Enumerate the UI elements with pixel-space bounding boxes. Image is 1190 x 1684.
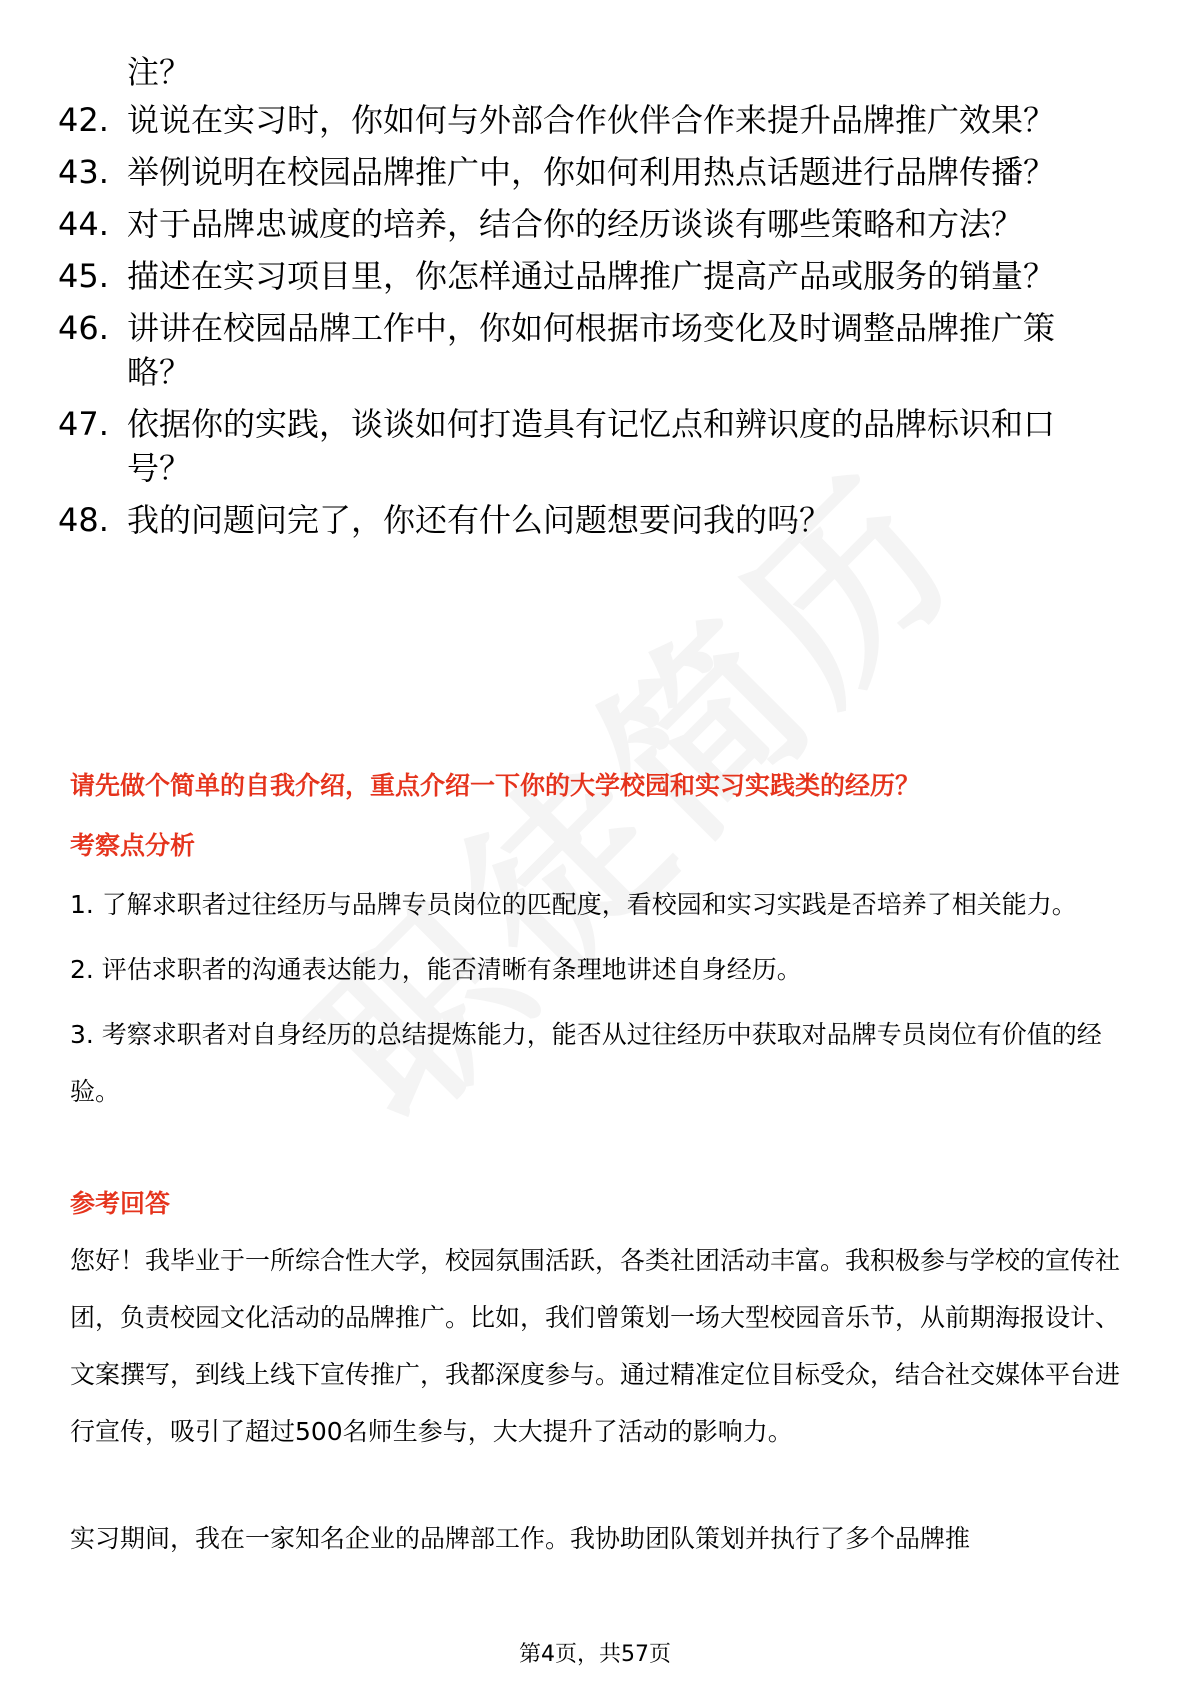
analysis-point: 2. 评估求职者的沟通表达能力，能否清晰有条理地讲述自身经历。: [70, 955, 802, 984]
analysis-point: 1. 了解求职者过往经历与品牌专员岗位的匹配度，看校园和实习实践是否培养了相关能力。: [70, 890, 1077, 919]
question-item: [58, 254, 1118, 298]
question-text: 对于品牌忠诚度的培养，结合你的经历谈谈有哪些策略和方法？: [127, 205, 1024, 243]
question-number: 47.: [58, 405, 109, 443]
question-item: [58, 306, 1118, 394]
question-text: 说说在实习时，你如何与外部合作伙伴合作来提升品牌推广效果？: [127, 101, 1056, 139]
question-item: [58, 98, 1118, 142]
page-footer: 第4页，共57页: [519, 1642, 671, 1667]
answer-paragraph: 您好！我毕业于一所综合性大学，校园氛围活跃，各类社团活动丰富。我积极参与学校的宣传社团，负责校园文化活动的品牌推广。比如，我们曾策划一场大型校园音乐节，从前期海报设计、文案撰写，到线上线下宣传推广，我都深度参与。通过精准定位目标受众，结合社交媒体平台进行宣传，吸引了超过500名师生参与，大大提升了活动的影响力。: [70, 1246, 1121, 1446]
question-text: 描述在实习项目里，你怎样通过品牌推广提高产品或服务的销量？: [127, 257, 1056, 295]
analysis-point: 3. 考察求职者对自身经历的总结提炼能力，能否从过往经历中获取对品牌专员岗位有价值的经验。: [70, 1020, 1102, 1106]
question-number: 43.: [58, 153, 109, 191]
question-text: 依据你的实践，谈谈如何打造具有记忆点和辨识度的品牌标识和口号？: [127, 405, 1056, 487]
question-text: 我的问题问完了，你还有什么问题想要问我的吗？: [127, 501, 832, 539]
question-item: [58, 498, 1118, 542]
question-number: 45.: [58, 257, 109, 295]
analysis-heading: 考察点分析: [70, 831, 196, 860]
question-number: 46.: [58, 309, 109, 347]
question-item: [58, 202, 1118, 246]
question-item: [58, 150, 1118, 194]
question-list: [58, 98, 1118, 550]
question-item: [58, 402, 1118, 490]
question-number: 48.: [58, 501, 109, 539]
continuation-text: 注？: [127, 53, 192, 91]
question-text: 举例说明在校园品牌推广中，你如何利用热点话题进行品牌传播？: [127, 153, 1056, 191]
answer-body: [70, 1232, 1125, 1575]
section-question-heading: 请先做个简单的自我介绍，重点介绍一下你的大学校园和实习实践类的经历？: [70, 771, 921, 800]
analysis-points: [70, 876, 1125, 1128]
answer-heading: 参考回答: [70, 1189, 171, 1218]
question-number: 44.: [58, 205, 109, 243]
question-number: 42.: [58, 101, 109, 139]
answer-paragraph: 实习期间，我在一家知名企业的品牌部工作。我协助团队策划并执行了多个品牌推: [70, 1524, 971, 1553]
question-text: 讲讲在校园品牌工作中，你如何根据市场变化及时调整品牌推广策略？: [127, 309, 1056, 391]
